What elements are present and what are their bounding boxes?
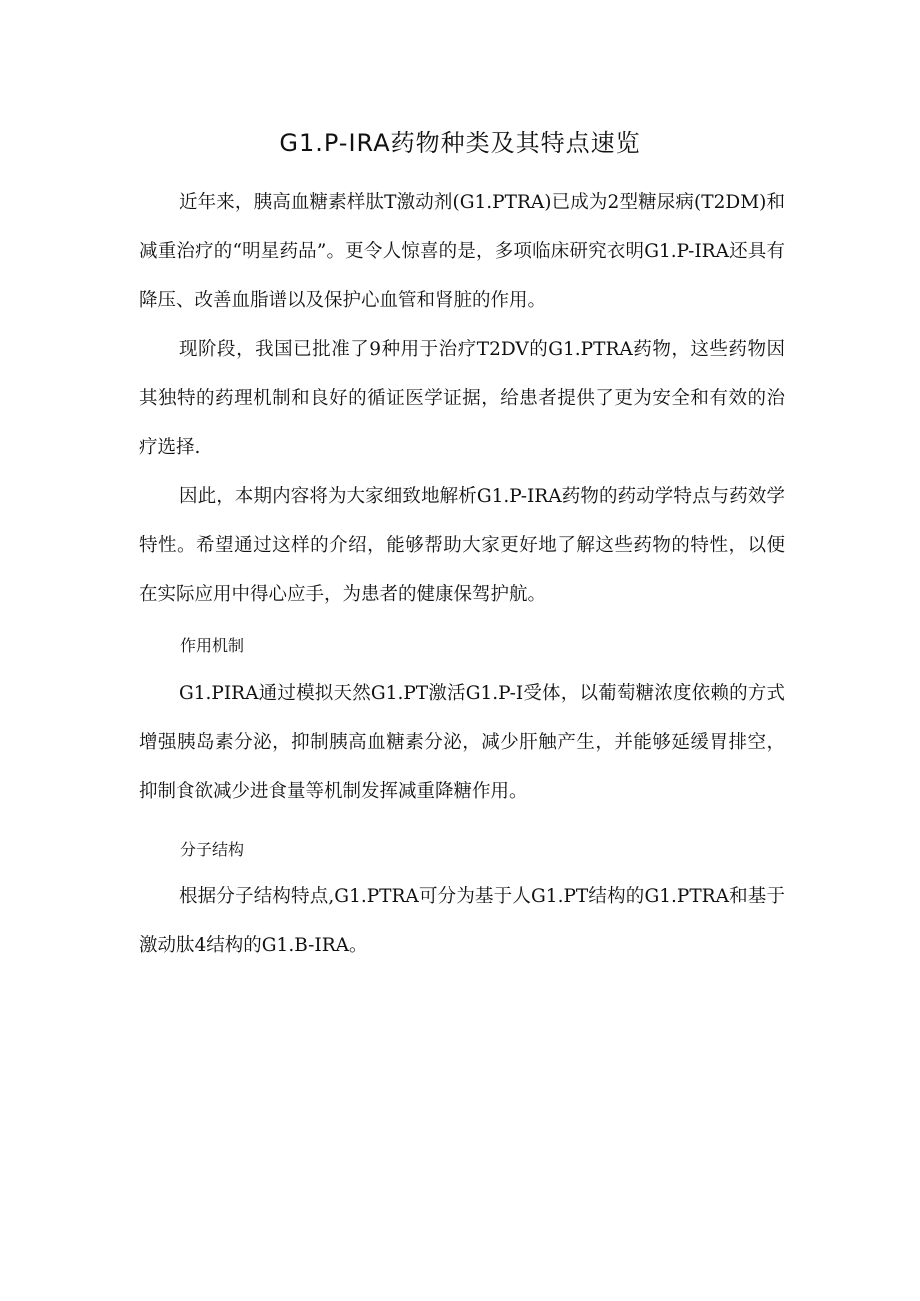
intro-paragraph-2: 现阶段，我国已批准了9种用于治疗T2DV的G1.PTRA药物，这些药物因其独特的药理机制和良好的循证医学证据，给患者提供了更为安全和有效的治疗选择.: [139, 339, 785, 458]
mechanism-paragraph: G1.PIRA通过模拟天然G1.PT激活G1.P-I受体，以葡萄糖浓度依赖的方式增强胰岛素分泌，抑制胰高血糖素分泌，减少肝触产生，并能够延缓胃排空，抑制食欲减少进食量等机制发挥减重降糖作用。: [139, 683, 785, 802]
section-heading-mechanism: 作用机制: [180, 636, 245, 655]
section-heading-structure: 分子结构: [180, 840, 245, 859]
intro-paragraph-1: 近年来，胰高血糖素样肽T激动剂(G1.PTRA)已成为2型糖尿病(T2DM)和减重治疗的“明星药品”。更令人惊喜的是，多项临床研究衣明G1.P-IRA还具有降压、改善血脂谱以及保护心血管和肾脏的作用。: [139, 192, 785, 311]
intro-paragraph-3: 因此，本期内容将为大家细致地解析G1.P-IRA药物的药动学特点与药效学特性。希望通过这样的介绍，能够帮助大家更好地了解这些药物的特性，以便在实际应用中得心应手，为患者的健康保驾护航。: [139, 486, 785, 605]
structure-paragraph: 根据分子结构特点,G1.PTRA可分为基于人G1.PT结构的G1.PTRA和基于激动肽4结构的G1.B-IRA。: [139, 886, 785, 956]
document-title: G1.P-IRA药物种类及其特点速览: [279, 129, 641, 157]
